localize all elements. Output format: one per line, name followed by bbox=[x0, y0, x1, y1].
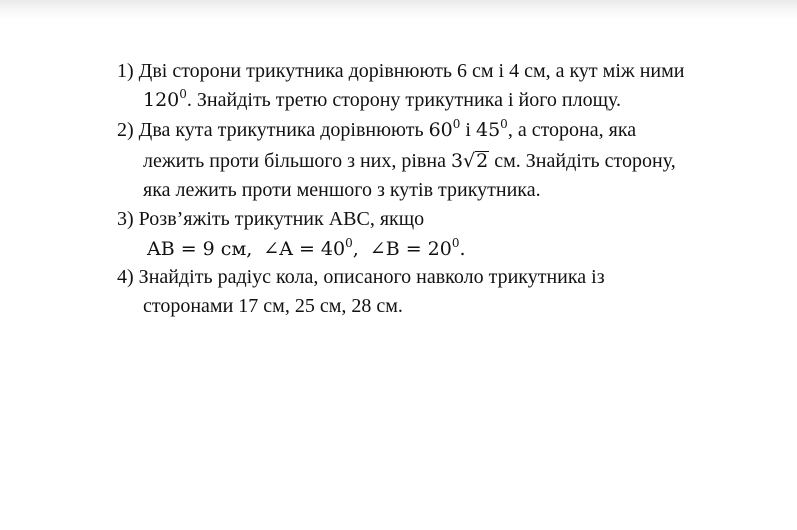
problem-4-number: 4) bbox=[117, 266, 134, 288]
problem-2-text-1c: , а сторона, яка bbox=[507, 119, 637, 141]
problem-4-text-2: сторонами 17 см, 25 см, 28 см. bbox=[143, 295, 403, 317]
problem-4-line-2 bbox=[143, 294, 403, 318]
problem-1-line-1 bbox=[117, 59, 684, 83]
problem-2-angle-1: $60^0$ bbox=[428, 117, 461, 141]
problem-1-text-2: . Знайдіть третю сторону трикутника і його площу. bbox=[186, 89, 622, 111]
problem-1-number: 1) bbox=[117, 60, 134, 82]
problem-1-text-1: Дві сторони трикутника дорівнюють 6 см і 4 см, а кут між ними bbox=[138, 60, 685, 82]
problem-3-angle-a: ∠A = $40^0$, bbox=[263, 236, 359, 260]
problem-2-text-2a: лежить проти більшого з них, рівна bbox=[143, 150, 451, 172]
problem-4-line-1 bbox=[117, 265, 605, 289]
problem-3-line-1 bbox=[117, 207, 424, 231]
problem-3-side-ab: AB = 9 см, bbox=[147, 238, 253, 260]
problem-3-angle-b: ∠B = $20^0$. bbox=[369, 236, 466, 260]
problem-3-text-1: Розв’яжіть трикутник ABC, якщо bbox=[138, 208, 425, 230]
problem-3-number: 3) bbox=[117, 208, 134, 230]
problem-2-line-3 bbox=[143, 178, 541, 202]
problem-2-angle-2: $45^0$ bbox=[475, 117, 508, 141]
problem-3-line-2 bbox=[147, 237, 466, 261]
problem-2-side-value: 3√2 bbox=[450, 150, 489, 172]
problem-1-angle-value: $120^0$ bbox=[143, 87, 187, 111]
problem-2-number: 2) bbox=[117, 119, 134, 141]
sqrt-symbol: √2 bbox=[463, 150, 489, 172]
problem-2-text-3: яка лежить проти меншого з кутів трикутника. bbox=[143, 179, 541, 201]
problem-2-text-1a: Два кута трикутника дорівнюють bbox=[138, 119, 429, 141]
problem-2-text-2b: см. Знайдіть сторону, bbox=[489, 150, 676, 172]
problem-4-text-1: Знайдіть радіус кола, описаного навколо трикутника із bbox=[138, 266, 605, 288]
problem-2-line-2 bbox=[143, 149, 676, 173]
problem-1-line-2 bbox=[143, 88, 621, 112]
problem-2-line-1 bbox=[117, 118, 636, 142]
problem-2-text-1b: і bbox=[460, 119, 476, 141]
